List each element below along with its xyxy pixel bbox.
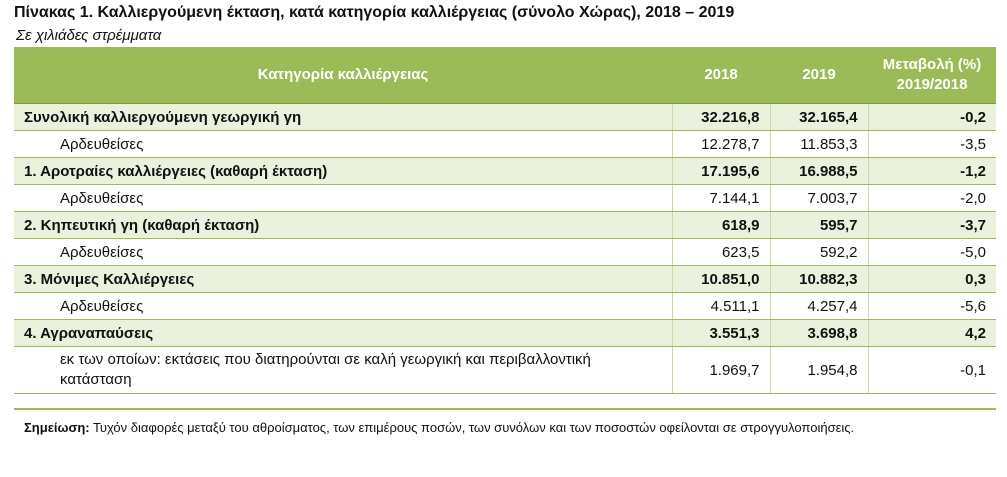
row-value-2018: 1.969,7 xyxy=(672,347,770,394)
crop-area-table xyxy=(14,47,996,394)
row-change: 4,2 xyxy=(868,320,996,347)
table-row xyxy=(14,131,996,158)
table-row xyxy=(14,266,996,293)
row-category: Αρδευθείσες xyxy=(14,131,672,158)
row-category: Συνολική καλλιεργούμενη γεωργική γη xyxy=(14,104,672,131)
row-change: -5,6 xyxy=(868,293,996,320)
row-change: -5,0 xyxy=(868,239,996,266)
row-value-2019: 1.954,8 xyxy=(770,347,868,394)
row-category: Αρδευθείσες xyxy=(14,185,672,212)
row-change: -3,5 xyxy=(868,131,996,158)
row-change: -2,0 xyxy=(868,185,996,212)
row-value-2019: 32.165,4 xyxy=(770,104,868,131)
row-category: 3. Μόνιμες Καλλιέργειες xyxy=(14,266,672,293)
row-value-2018: 3.551,3 xyxy=(672,320,770,347)
row-value-2019: 592,2 xyxy=(770,239,868,266)
table-row xyxy=(14,104,996,131)
header-change-period: 2019/2018 xyxy=(896,76,968,93)
row-value-2019: 4.257,4 xyxy=(770,293,868,320)
row-change: -0,1 xyxy=(868,347,996,394)
table-row xyxy=(14,239,996,266)
note-text: Τυχόν διαφορές μεταξύ του αθροίσματος, των επιμέρους ποσών, των συνόλων και των ποσοστών οφείλονται σε στρογγυλοποιήσεις. xyxy=(93,420,855,435)
table-note xyxy=(14,408,996,437)
row-value-2018: 623,5 xyxy=(672,239,770,266)
row-value-2019: 16.988,5 xyxy=(770,158,868,185)
row-value-2018: 7.144,1 xyxy=(672,185,770,212)
row-value-2018: 4.511,1 xyxy=(672,293,770,320)
row-value-2019: 11.853,3 xyxy=(770,131,868,158)
row-value-2018: 12.278,7 xyxy=(672,131,770,158)
header-year-2019: 2019 xyxy=(770,47,868,104)
table-row xyxy=(14,212,996,239)
row-value-2019: 10.882,3 xyxy=(770,266,868,293)
table-row xyxy=(14,158,996,185)
row-value-2018: 10.851,0 xyxy=(672,266,770,293)
row-value-2018: 618,9 xyxy=(672,212,770,239)
row-change: -3,7 xyxy=(868,212,996,239)
row-category: 4. Αγραναπαύσεις xyxy=(14,320,672,347)
row-category: εκ των οποίων: εκτάσεις που διατηρούνται σε καλή γεωργική και περιβαλλοντική κατάσταση xyxy=(14,347,672,394)
table-subtitle: Σε χιλιάδες στρέμματα xyxy=(16,27,162,44)
header-row xyxy=(14,47,996,104)
header-year-2018: 2018 xyxy=(672,47,770,104)
header-category: Κατηγορία καλλιέργειας xyxy=(14,47,672,104)
row-category: Αρδευθείσες xyxy=(14,293,672,320)
note-label: Σημείωση: xyxy=(24,420,90,435)
row-value-2019: 595,7 xyxy=(770,212,868,239)
header-change-label: Μεταβολή (%) xyxy=(882,56,982,73)
row-value-2019: 7.003,7 xyxy=(770,185,868,212)
table-title: Πίνακας 1. Καλλιεργούμενη έκταση, κατά κατηγορία καλλιέργειας (σύνολο Χώρας), 2018 – 2019 xyxy=(14,4,735,21)
table-row xyxy=(14,320,996,347)
row-change: 0,3 xyxy=(868,266,996,293)
row-category: 2. Κηπευτική γη (καθαρή έκταση) xyxy=(14,212,672,239)
row-value-2019: 3.698,8 xyxy=(770,320,868,347)
row-value-2018: 32.216,8 xyxy=(672,104,770,131)
table-row xyxy=(14,293,996,320)
row-category: Αρδευθείσες xyxy=(14,239,672,266)
row-value-2018: 17.195,6 xyxy=(672,158,770,185)
row-change: -0,2 xyxy=(868,104,996,131)
row-category: 1. Αροτραίες καλλιέργειες (καθαρή έκταση) xyxy=(14,158,672,185)
header-change xyxy=(868,47,996,104)
table-row xyxy=(14,347,996,394)
row-change: -1,2 xyxy=(868,158,996,185)
table-row xyxy=(14,185,996,212)
